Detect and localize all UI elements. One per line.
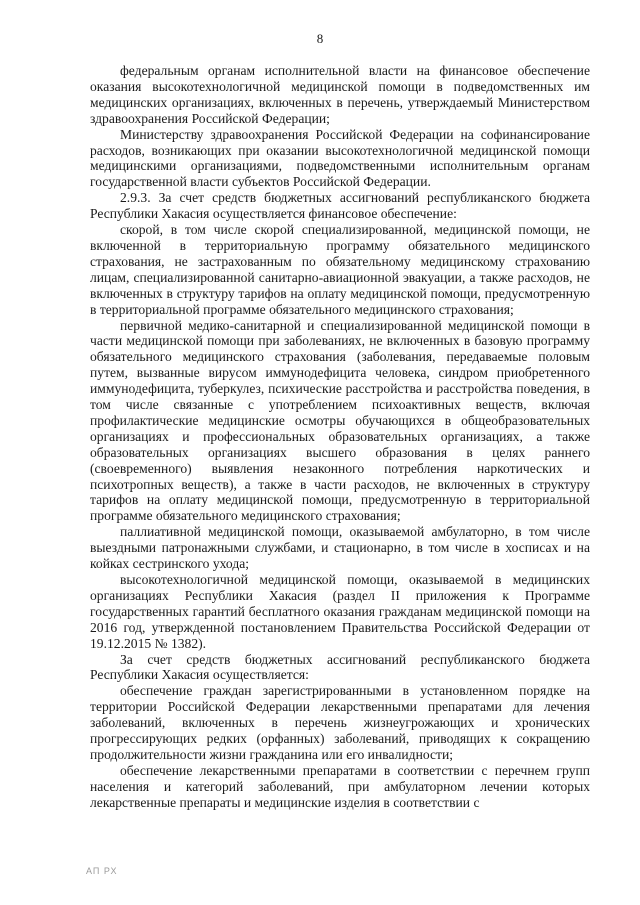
page-number: 8: [316, 31, 324, 46]
footer-stamp-mark: АП РХ: [86, 866, 118, 876]
paragraph-republic-budget: За счет средств бюджетных ассигнований республиканского бюджета Республики Хакасия осуществляется:: [90, 651, 590, 683]
paragraph-ministry-cofinancing: Министерству здравоохранения Российской Федерации на софинансирование расходов, возникающих при оказании высокотехнологичной медицинской помощи медицинскими организациями, подведомственными исполнительным органам государственной власти субъектов Российской Федерации.: [90, 126, 590, 190]
paragraph-federal-agencies: федеральным органам исполнительной власти на финансовое обеспечение оказания высокотехнологичной медицинской помощи в подведомственных им медицинских организациях, включенных в перечень, утверждаемый Министерством здравоохранения Российской Федерации;: [90, 63, 590, 126]
paragraph-orphan-drugs: обеспечение граждан зарегистрированными в установленном порядке на территории Российской Федерации лекарственными препаратами для лечения заболеваний, включенных в перечень жизнеугрожающих и хронических прогрессирующих редких (орфанных) заболеваний, приводящих к сокращению продолжительности жизни гражданина или его инвалидности;: [90, 683, 590, 762]
paragraph-section-2-9-3: 2.9.3. За счет средств бюджетных ассигнований республиканского бюджета Республики Хакасия осуществляется финансовое обеспечение:: [90, 190, 590, 222]
paragraph-high-tech-care: высокотехнологичной медицинской помощи, оказываемой в медицинских организациях Республики Хакасия (раздел II приложения к Программе государственных гарантий бесплатного оказания гражданам медицинской помощи на 2016 год, утвержденной постановлением Правительства Российской Федерации от 19.12.2015 № 1382).: [90, 572, 590, 651]
paragraph-palliative-care: паллиативной медицинской помощи, оказываемой амбулаторно, в том числе выездными патронажными службами, и стационарно, в том числе в хосписах и на койках сестринского ухода;: [90, 524, 590, 572]
body-text: [90, 63, 590, 811]
paragraph-emergency-care: скорой, в том числе скорой специализированной, медицинской помощи, не включенной в территориальную программу обязательного медицинского страхования, не застрахованным по обязательному медицинскому страхованию лицам, специализированной санитарно-авиационной эвакуации, а также расходов, не включенных в структуру тарифов на оплату медицинской помощи, предусмотренную в территориальной программе обязательного медицинского страхования;: [90, 222, 590, 317]
paragraph-primary-care: первичной медико-санитарной и специализированной медицинской помощи в части медицинской помощи при заболеваниях, не включенных в базовую программу обязательного медицинского страхования (заболевания, передаваемые половым путем, вызванные вирусом иммунодефицита человека, синдром приобретенного иммунодефицита, туберкулез, психические расстройства и расстройства поведения, в том числе связанные с употреблением психоактивных веществ, включая профилактические медицинские осмотры обучающихся в общеобразовательных организациях и профессиональных образовательных организациях, а также образовательных организациях высшего образования в целях раннего (своевременного) выявления незаконного потребления наркотических и психотропных веществ), а также в части расходов, не включенных в структуру тарифов на оплату медицинской помощи, предусмотренную в территориальной программе обязательного медицинского страхования;: [90, 317, 590, 524]
paragraph-outpatient-drugs: обеспечение лекарственными препаратами в соответствии с перечнем групп населения и категорий заболеваний, при амбулаторном лечении которых лекарственные препараты и медицинские изделия в соответствии с: [90, 762, 590, 810]
